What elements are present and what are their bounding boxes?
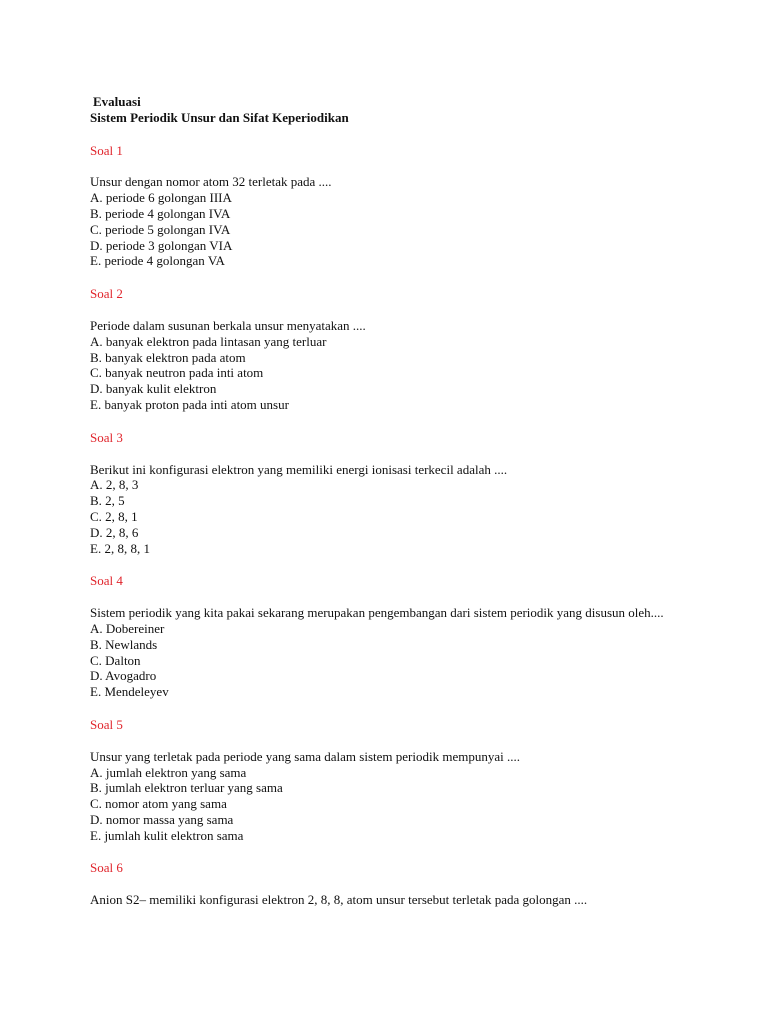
answer-option: B. Newlands: [90, 636, 158, 652]
answer-option: C. nomor atom yang sama: [90, 796, 227, 812]
answer-option: C. banyak neutron pada inti atom: [90, 365, 264, 381]
answer-option: C. periode 5 golongan IVA: [90, 221, 231, 237]
document-subtitle: Sistem Periodik Unsur dan Sifat Keperiodikan: [90, 109, 349, 125]
answer-option: D. nomor massa yang sama: [90, 811, 234, 827]
question-4: [90, 573, 690, 700]
answer-option: E. periode 4 golongan VA: [90, 253, 225, 269]
question-2: [90, 286, 690, 413]
answer-option: A. Dobereiner: [90, 620, 165, 636]
answer-option: E. banyak proton pada inti atom unsur: [90, 396, 289, 412]
answer-option: B. jumlah elektron terluar yang sama: [90, 780, 283, 796]
question-3: [90, 430, 690, 557]
answer-option: E. 2, 8, 8, 1: [90, 540, 150, 556]
answer-option: E. jumlah kulit elektron sama: [90, 827, 244, 843]
answer-option: B. periode 4 golongan IVA: [90, 205, 231, 221]
answer-option: B. 2, 5: [90, 493, 125, 509]
answer-option: C. 2, 8, 1: [90, 508, 138, 524]
answer-option: C. Dalton: [90, 652, 141, 668]
answer-option: D. Avogadro: [90, 668, 157, 684]
question-label: Soal 5: [90, 716, 123, 732]
question-label: Soal 2: [90, 286, 123, 302]
question-label: Soal 6: [90, 860, 123, 876]
answer-option: D. banyak kulit elektron: [90, 381, 217, 397]
document-title: Evaluasi: [93, 94, 141, 109]
question-text: Sistem periodik yang kita pakai sekarang merupakan pengembangan dari sistem periodik yang disusun oleh....: [90, 605, 664, 621]
answer-option: A. 2, 8, 3: [90, 477, 139, 493]
answer-option: A. periode 6 golongan IIIA: [90, 190, 232, 206]
question-label: Soal 4: [90, 573, 123, 589]
question-text: Periode dalam susunan berkala unsur menyatakan ....: [90, 317, 366, 333]
question-text: Unsur yang terletak pada periode yang sama dalam sistem periodik mempunyai ....: [90, 748, 520, 764]
question-text: Unsur dengan nomor atom 32 terletak pada ....: [90, 174, 332, 190]
question-label: Soal 1: [90, 142, 123, 158]
answer-option: A. banyak elektron pada lintasan yang terluar: [90, 333, 327, 349]
question-label: Soal 3: [90, 429, 123, 445]
answer-option: D. periode 3 golongan VIA: [90, 237, 233, 253]
answer-option: A. jumlah elektron yang sama: [90, 764, 247, 780]
answer-option: D. 2, 8, 6: [90, 524, 139, 540]
answer-option: E. Mendeleyev: [90, 684, 169, 700]
question-text: Anion S2– memiliki konfigurasi elektron 2, 8, 8, atom unsur tersebut terletak pada golongan ....: [90, 892, 588, 908]
document-body: [90, 94, 690, 908]
answer-option: B. banyak elektron pada atom: [90, 349, 246, 365]
question-5: [90, 717, 690, 844]
question-text: Berikut ini konfigurasi elektron yang memiliki energi ionisasi terkecil adalah ....: [90, 461, 508, 477]
question-6: [90, 860, 690, 908]
question-1: [90, 143, 690, 270]
